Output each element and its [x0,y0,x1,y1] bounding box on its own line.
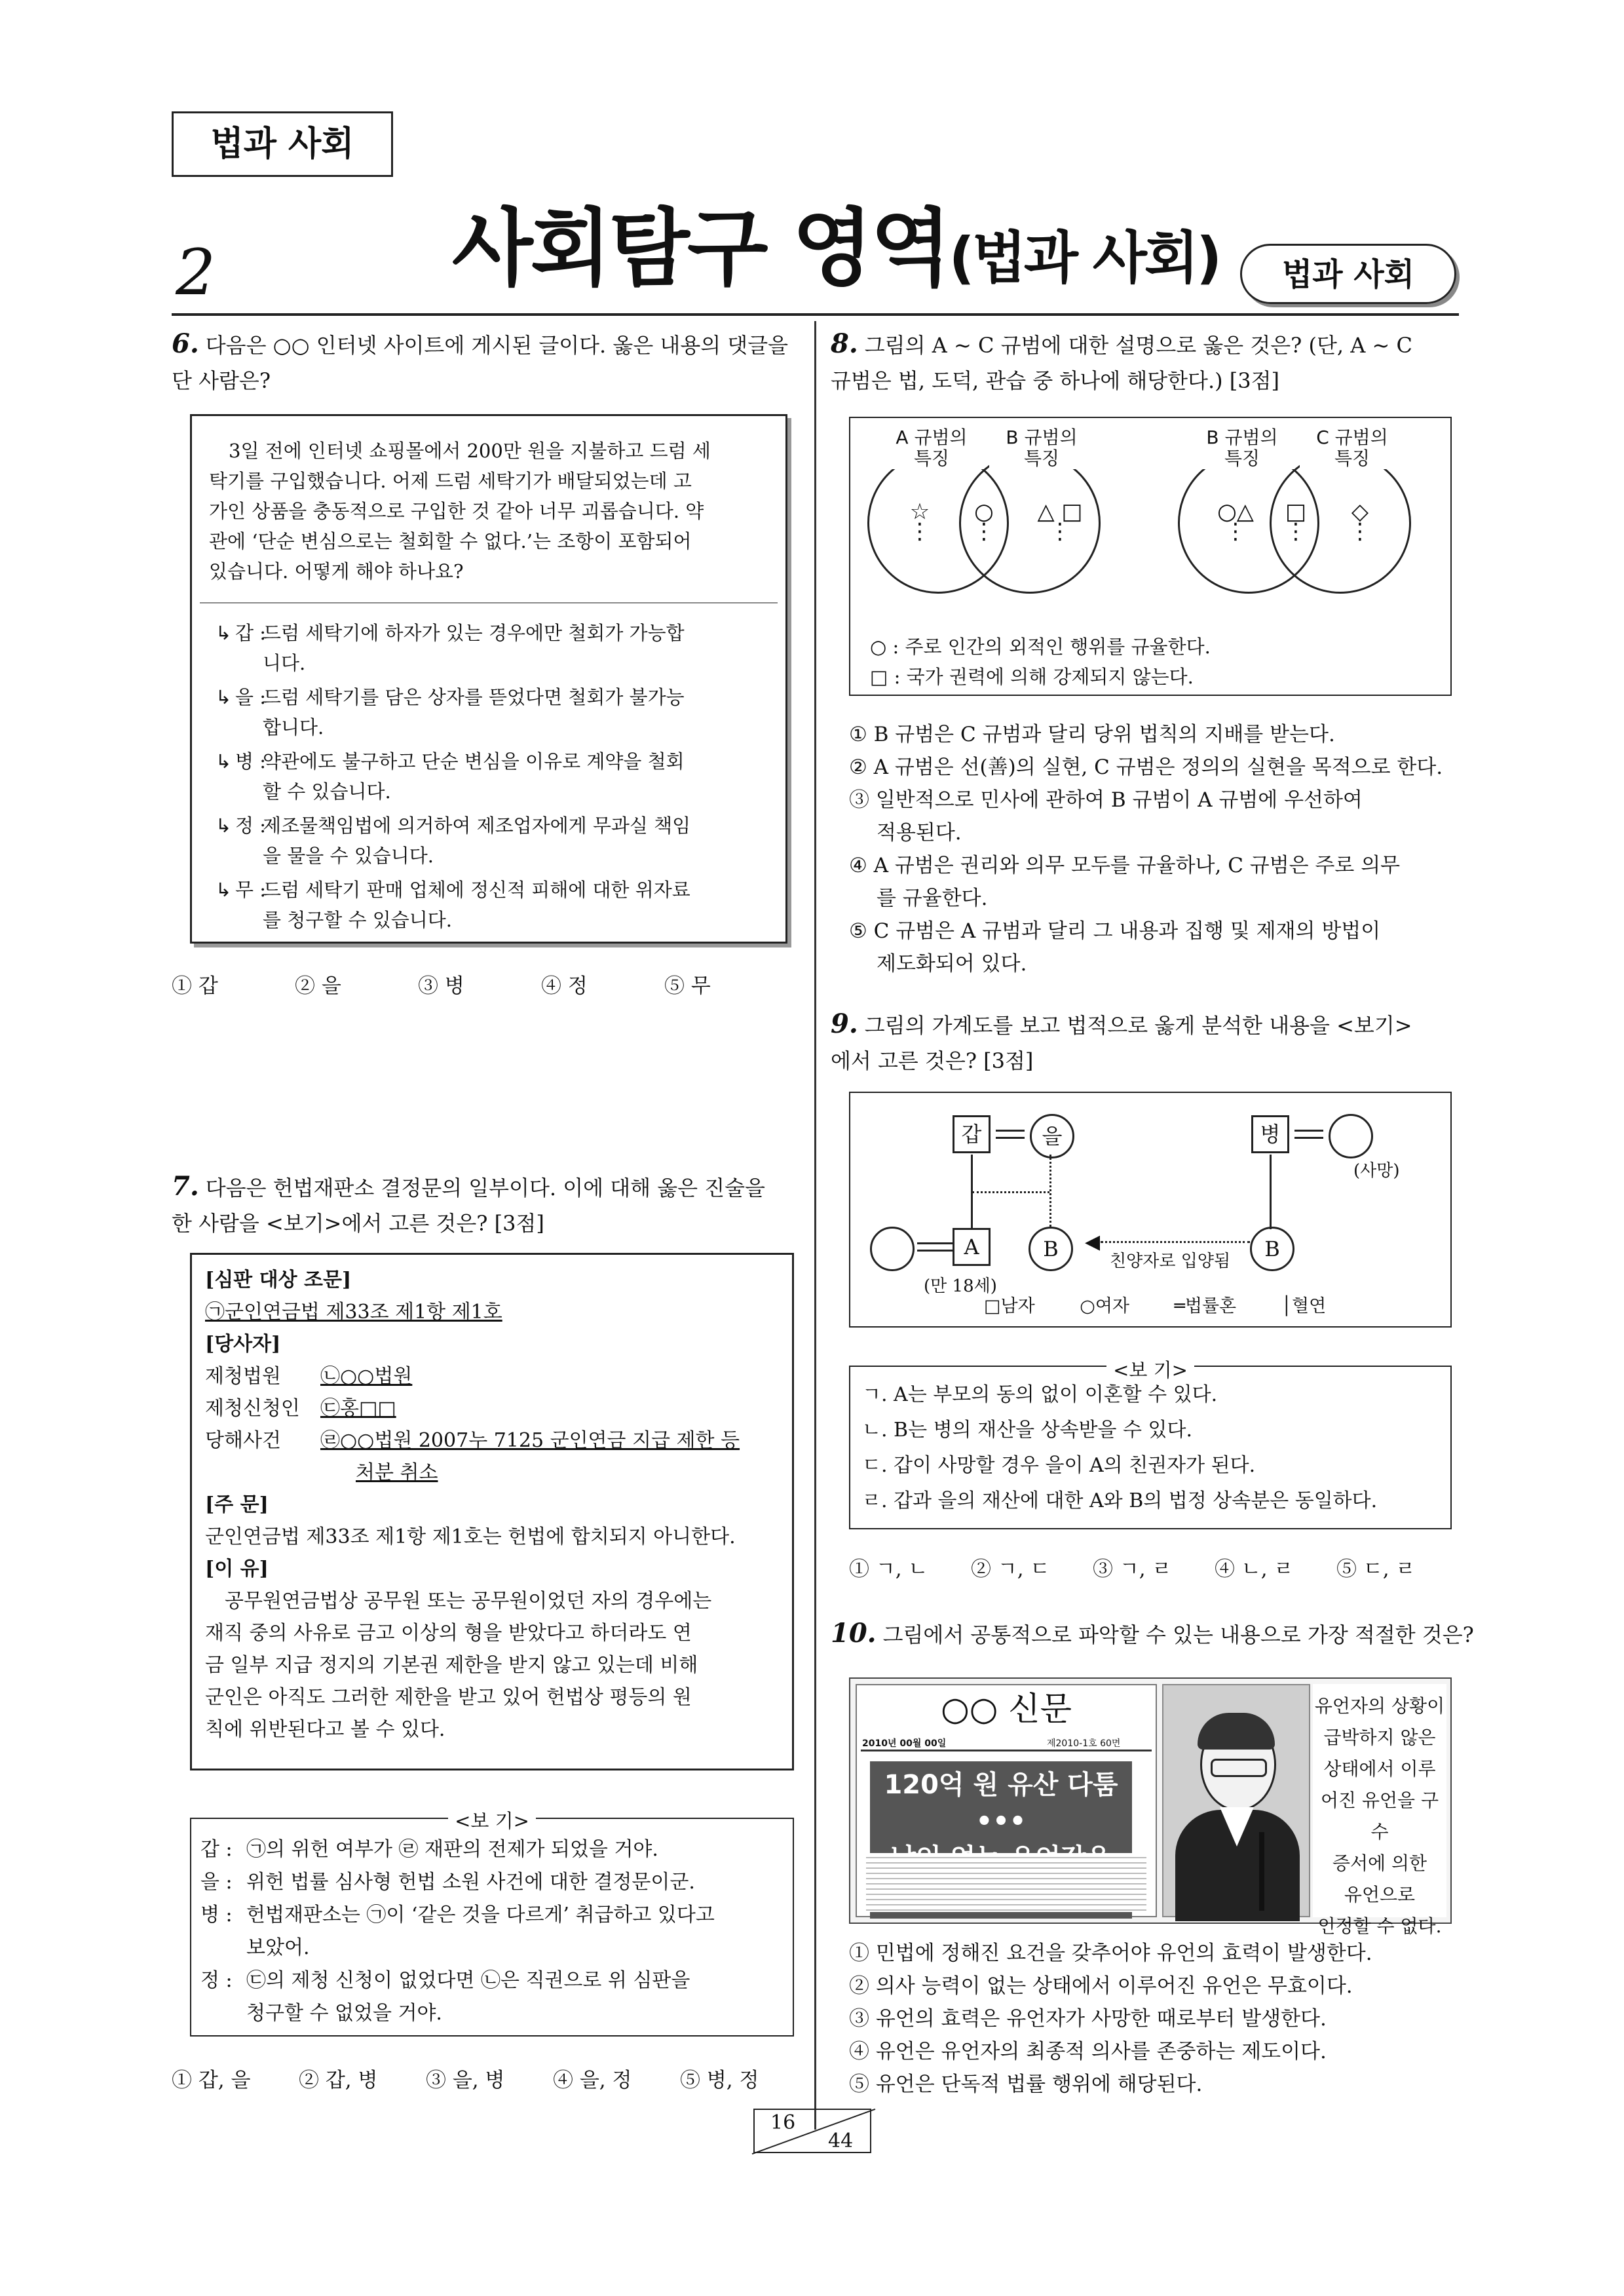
reason-line: 금 일부 지급 정지의 기본권 제한을 받지 않고 있는데 비해 [205,1654,698,1677]
answer-option[interactable]: ② 갑, 병 [299,2069,378,2092]
newspaper-name: ○○ 신문 [941,1690,1072,1728]
post-body [192,416,785,593]
answer-option[interactable]: ⑤ 무 [664,974,711,998]
marriage-line [917,1242,954,1252]
male-a: A [953,1228,991,1266]
post-line: 있습니다. 어떻게 해야 하나요? [209,560,464,583]
answer-option[interactable]: ③ 유언의 효력은 유언자가 사망한 때로부터 발생한다. [849,2007,1327,2031]
venn-label-a: A 규범의 특징 [879,427,984,469]
caption-line: 급박하지 않은 [1323,1727,1436,1748]
answer-option[interactable]: ① 갑, 을 [172,2069,251,2092]
question-6-prompt [172,326,801,398]
prompt-line: 다음은 ○○ 인터넷 사이트에 게시된 글이다. 옳은 내용의 댓글을 [205,333,789,358]
main-title: 사회탐구 영역 [452,200,949,297]
answer-option[interactable]: ⑤ C 규범은 A 규범과 달리 그 내용과 집행 및 제재의 방법이 제도화되어 있다. [849,919,1381,976]
bogi-item: 병 : 헌법재판소는 ㉠이 ‘같은 것을 다르게’ 취급하고 있다고 보았어. [200,1904,715,1959]
reply-arrow-icon: ↳ [216,622,232,644]
internet-post-box [190,414,787,944]
bogi-item: 갑 : ㉠의 위헌 여부가 ㉣ 재판의 전제가 되었을 거야. [200,1838,658,1861]
caption-line: 유언자의 상황이 [1314,1695,1445,1717]
answer-option[interactable]: ② 의사 능력이 없는 상태에서 이루어진 유언은 무효이다. [849,1974,1353,1998]
page-total: 44 [828,2130,854,2152]
question-9-prompt [831,1006,1460,1079]
reply-line: 을 물을 수 있습니다. [263,845,434,867]
bogi-item: 정 : ㉢의 제청 신청이 없었다면 ㉡은 직권으로 위 심판을 청구할 수 없었을 거야. [200,1969,690,2025]
answer-option[interactable]: ① ㄱ, ㄴ [849,1558,928,1581]
answer-option[interactable]: ③ 일반적으로 민사에 관하여 B 규범이 A 규범에 우선하여 적용된다. [849,788,1363,845]
party-value: ㉣○○법원 2007누 7125 군인연금 지급 제한 등 [320,1429,740,1452]
reply-line: 드럼 세탁기 판매 업체에 정신적 피해에 대한 위자료 [263,879,690,901]
answer-option[interactable]: ⑤ 유언은 단독적 법률 행위에 해당된다. [849,2073,1203,2096]
prompt-line: 에서 고른 것은? [3점] [831,1048,1034,1073]
square-icon: □ ⋮ [1285,499,1307,545]
post-line: 관에 ‘단순 변심으로는 철회할 수 없다.’는 조항이 포함되어 [209,530,692,552]
prompt-line: 그림의 A ~ C 규범에 대한 설명으로 옳은 것은? (단, A ~ C [864,333,1412,358]
circle-icon: ○ ⋮ [973,499,995,545]
header-rule [172,313,1459,316]
reply-item [202,682,785,742]
arrow-left-icon: ◀ [1085,1231,1101,1253]
newspaper-issue: 제2010-1호 60면 [1047,1738,1121,1749]
page-title [452,181,1219,301]
page-counter [753,2109,871,2153]
page-number: 2 [176,236,216,309]
bogi-item: 을 : 위헌 법률 심사형 헌법 소원 사건에 대한 결정문이군. [200,1871,695,1894]
page-current: 16 [770,2111,796,2134]
reply-line: 드럼 세탁기를 담은 상자를 뜯었다면 철회가 불가능 [263,686,685,708]
female-spouse [870,1227,915,1271]
section-title: [당사자] [205,1333,281,1356]
reply-item [202,811,785,871]
reason-line: 군인은 아직도 그러한 제한을 받고 있어 헌법상 평등의 원 [205,1686,692,1709]
reply-line: 제조물책임법에 의거하여 제조업자에게 무과실 책임 [263,814,691,837]
prompt-line: 다음은 헌법재판소 결정문의 일부이다. 이에 대해 옳은 진술을 [205,1176,765,1200]
blood-line [1270,1155,1272,1229]
party-value: ㉡○○법원 [320,1365,413,1388]
double-line-icon: ═ [1174,1296,1185,1316]
party-label: 제청신청인 [205,1397,300,1420]
legend-line: ○ : 주로 인간의 외적인 행위를 규율한다. [870,636,1211,658]
reply-item [202,746,785,807]
venn-label-b2: B 규범의 특징 [1190,427,1294,469]
reply-line: 합니다. [263,716,324,738]
square-icon: □ [984,1296,1001,1316]
family-tree-box [849,1092,1452,1328]
prompt-line: 한 사람을 <보기>에서 고른 것은? [3점] [172,1211,544,1236]
newspaper-page [856,1684,1157,1917]
party-row [205,1457,779,1489]
answer-option[interactable]: ① B 규범은 C 규범과 달리 당위 법칙의 지배를 받는다. [849,723,1335,746]
deceased-label: (사망) [1353,1161,1400,1181]
question-number: 7. [172,1171,199,1202]
caption-line: 인정할 수 없다. [1317,1915,1442,1937]
blood-line-dotted [972,1191,1049,1193]
reply-item [202,875,785,935]
answer-option[interactable]: ④ 을, 정 [553,2069,632,2092]
judge-hair [1198,1713,1275,1750]
bogi-title: <보 기> [191,1805,793,1838]
bogi-title: <보 기> [850,1352,1450,1388]
venn-diagram-box [849,417,1452,696]
section-body: 군인연금법 제33조 제1항 제1호는 헌법에 합치되지 아니한다. [205,1525,736,1548]
subject-badge: 법과 사회 [1240,244,1456,304]
bogi-item: ㄱ. A는 부모의 동의 없이 이혼할 수 있다. [862,1383,1218,1406]
marriage-line [996,1130,1025,1139]
question-number: 10. [831,1618,877,1649]
prompt-line: 단 사람은? [172,368,271,393]
judge-illustration [1162,1684,1310,1917]
answer-option[interactable]: ⑤ 병, 정 [680,2069,759,2092]
answer-option[interactable]: ④ A 규범은 권리와 의무 모두를 규율하나, C 규범은 주로 의무 를 규율한다. [849,854,1401,910]
reply-item [202,618,785,678]
adoption-arrow [1101,1241,1250,1243]
question-7-prompt [172,1169,801,1241]
court-decision-box [190,1253,794,1770]
prompt-line: 규범은 법, 도덕, 관습 중 하나에 해당한다.) [3점] [831,368,1280,393]
legend-line: □ : 국가 권력에 의해 강제되지 않는다. [870,666,1194,688]
newspaper-headline: 120억 원 유산 다툼 ••• [870,1761,1132,1919]
answer-option[interactable]: ④ 정 [541,974,588,998]
male-byeong: 병 [1251,1115,1289,1153]
q7-bogi-box [190,1810,794,2037]
post-divider [200,602,778,603]
reply-author: 정 : [235,814,267,837]
blood-line-dotted [1049,1155,1051,1227]
reply-author: 을 : [235,686,267,708]
venn-label-c: C 규범의 특징 [1300,427,1405,469]
triangle-square-icons: △ □ ⋮ [1037,499,1083,545]
section-title: [이 유] [205,1558,269,1580]
bogi-item: ㄴ. B는 병의 재산을 상속받을 수 있다. [862,1419,1193,1442]
reason-line: 공무원연금법상 공무원 또는 공무원이었던 자의 경우에는 [225,1590,712,1613]
question-8-prompt [831,326,1460,398]
judge-glasses [1211,1759,1267,1777]
age-label: (만 18세) [924,1276,997,1296]
reply-arrow-icon: ↳ [216,750,232,773]
main-title-sub: (법과 사회) [949,225,1220,291]
party-value: 처분 취소 [356,1461,438,1484]
adoption-label: 친양자로 입양됨 [1110,1252,1231,1271]
caption-line: 상태에서 이루 [1323,1758,1436,1780]
reply-arrow-icon: ↳ [216,814,232,837]
male-gap: 갑 [953,1115,991,1153]
reply-line: 를 청구할 수 있습니다. [263,909,452,931]
reply-line: 드럼 세탁기에 하자가 있는 경우에만 철회가 가능합 [263,622,685,644]
reply-line: 할 수 있습니다. [263,780,391,803]
answer-option[interactable]: ④ 유언은 유언자의 최종적 의사를 존중하는 제도이다. [849,2040,1327,2063]
reply-arrow-icon: ↳ [216,686,232,708]
question-10-prompt [831,1616,1479,1653]
answer-option[interactable]: ② 을 [295,974,341,998]
column-divider [814,321,816,2130]
answer-option[interactable]: ① 민법에 정해진 요건을 갖추어야 유언의 효력이 발생한다. [849,1942,1372,1965]
newspaper-date: 2010년 00월 00일 [862,1738,947,1749]
venn-label-b: B 규범의 특징 [989,427,1094,469]
post-line: 3일 전에 인터넷 쇼핑몰에서 200만 원을 지불하고 드럼 세 [229,440,711,462]
vertical-line-icon: │ [1281,1296,1292,1316]
answer-option[interactable]: ③ 병 [418,974,464,998]
answer-option[interactable]: ④ ㄴ, ㄹ [1215,1558,1294,1581]
question-number: 8. [831,328,858,359]
answer-option[interactable]: ③ 을, 병 [426,2069,505,2092]
reply-author: 갑 : [235,622,267,644]
section-title: [심판 대상 조문] [205,1269,352,1292]
reply-arrow-icon: ↳ [216,879,232,901]
replies [192,618,785,935]
prompt-line: 그림에서 공통적으로 파악할 수 있는 내용으로 가장 적절한 것은? [882,1622,1474,1647]
party-row [205,1360,779,1392]
answer-option[interactable]: ② ㄱ, ㄷ [971,1558,1050,1581]
subject-tag: 법과 사회 [172,111,393,177]
newspaper-rule [861,1750,1152,1751]
answer-option[interactable]: ⑤ ㄷ, ㄹ [1336,1558,1416,1581]
post-line: 가인 상품을 충동적으로 구입한 것 같아 너무 괴롭습니다. 약 [209,500,704,522]
party-row [205,1425,779,1457]
person-b-adopted: B [1250,1227,1294,1271]
section-title: [주 문] [205,1493,269,1516]
diamond-icon: ◇ ⋮ [1349,499,1371,545]
reply-line: 약관에도 불구하고 단순 변심을 이유로 계약을 철회 [263,750,685,773]
party-row [205,1392,779,1425]
tree-legend: □남자 ○여자 ═법률혼 │혈연 [984,1296,1327,1316]
section-body: ㉠군인연금법 제33조 제1항 제1호 [205,1301,502,1324]
caption-line: 증서에 의한 [1332,1852,1427,1874]
bogi-item: ㄹ. 갑과 을의 재산에 대한 A와 B의 법정 상속분은 동일하다. [862,1489,1378,1512]
venn-legend [870,632,1211,692]
answer-option[interactable]: ③ ㄱ, ㄹ [1093,1558,1172,1581]
bogi-item: ㄷ. 갑이 사망할 경우 을이 A의 친권자가 된다. [862,1454,1256,1477]
party-label: 당해사건 [205,1429,281,1452]
microphone-icon [1259,1832,1264,1911]
prompt-line: 그림의 가계도를 보고 법적으로 옳게 분석한 내용을 <보기> [864,1013,1412,1038]
post-line: 탁기를 구입했습니다. 어제 드럼 세탁기가 배달되었는데 고 [209,470,692,492]
answer-option[interactable]: ② A 규범은 선(善)의 실현, C 규범은 정의의 실현을 목적으로 한다. [849,756,1443,779]
marriage-line [1294,1130,1323,1139]
party-label: 제청법원 [205,1365,281,1388]
person-b: B [1029,1227,1073,1271]
q9-bogi-box [849,1359,1452,1529]
reply-author: 병 : [235,750,267,773]
female-deceased [1329,1114,1373,1158]
reply-author: 무 : [235,879,267,901]
question-8-options [849,718,1458,980]
caption-line: 유언으로 [1344,1884,1416,1905]
party-value: ㉢홍□□ [320,1397,396,1420]
reason-line: 칙에 위반된다고 볼 수 있다. [205,1718,445,1741]
circle-triangle-icons: ○△ ⋮ [1217,499,1254,545]
reason-line: 재직 중의 사유로 금고 이상의 형을 받았다고 하더라도 연 [205,1622,692,1645]
caption-box [1313,1684,1446,1937]
reply-line: 니다. [263,652,306,674]
star-icon: ☆ ⋮ [909,499,931,545]
question-number: 6. [172,328,199,359]
circle-icon: ○ [1080,1296,1095,1316]
question-number: 9. [831,1008,858,1039]
caption-line: 어진 유언을 구수 [1320,1789,1439,1843]
answer-option[interactable]: ① 갑 [172,974,218,998]
newspaper-text-lines [866,1853,1146,1912]
question-10-options [849,1937,1458,2101]
newspaper-illustration [849,1677,1452,1937]
female-eul: 을 [1030,1114,1074,1158]
